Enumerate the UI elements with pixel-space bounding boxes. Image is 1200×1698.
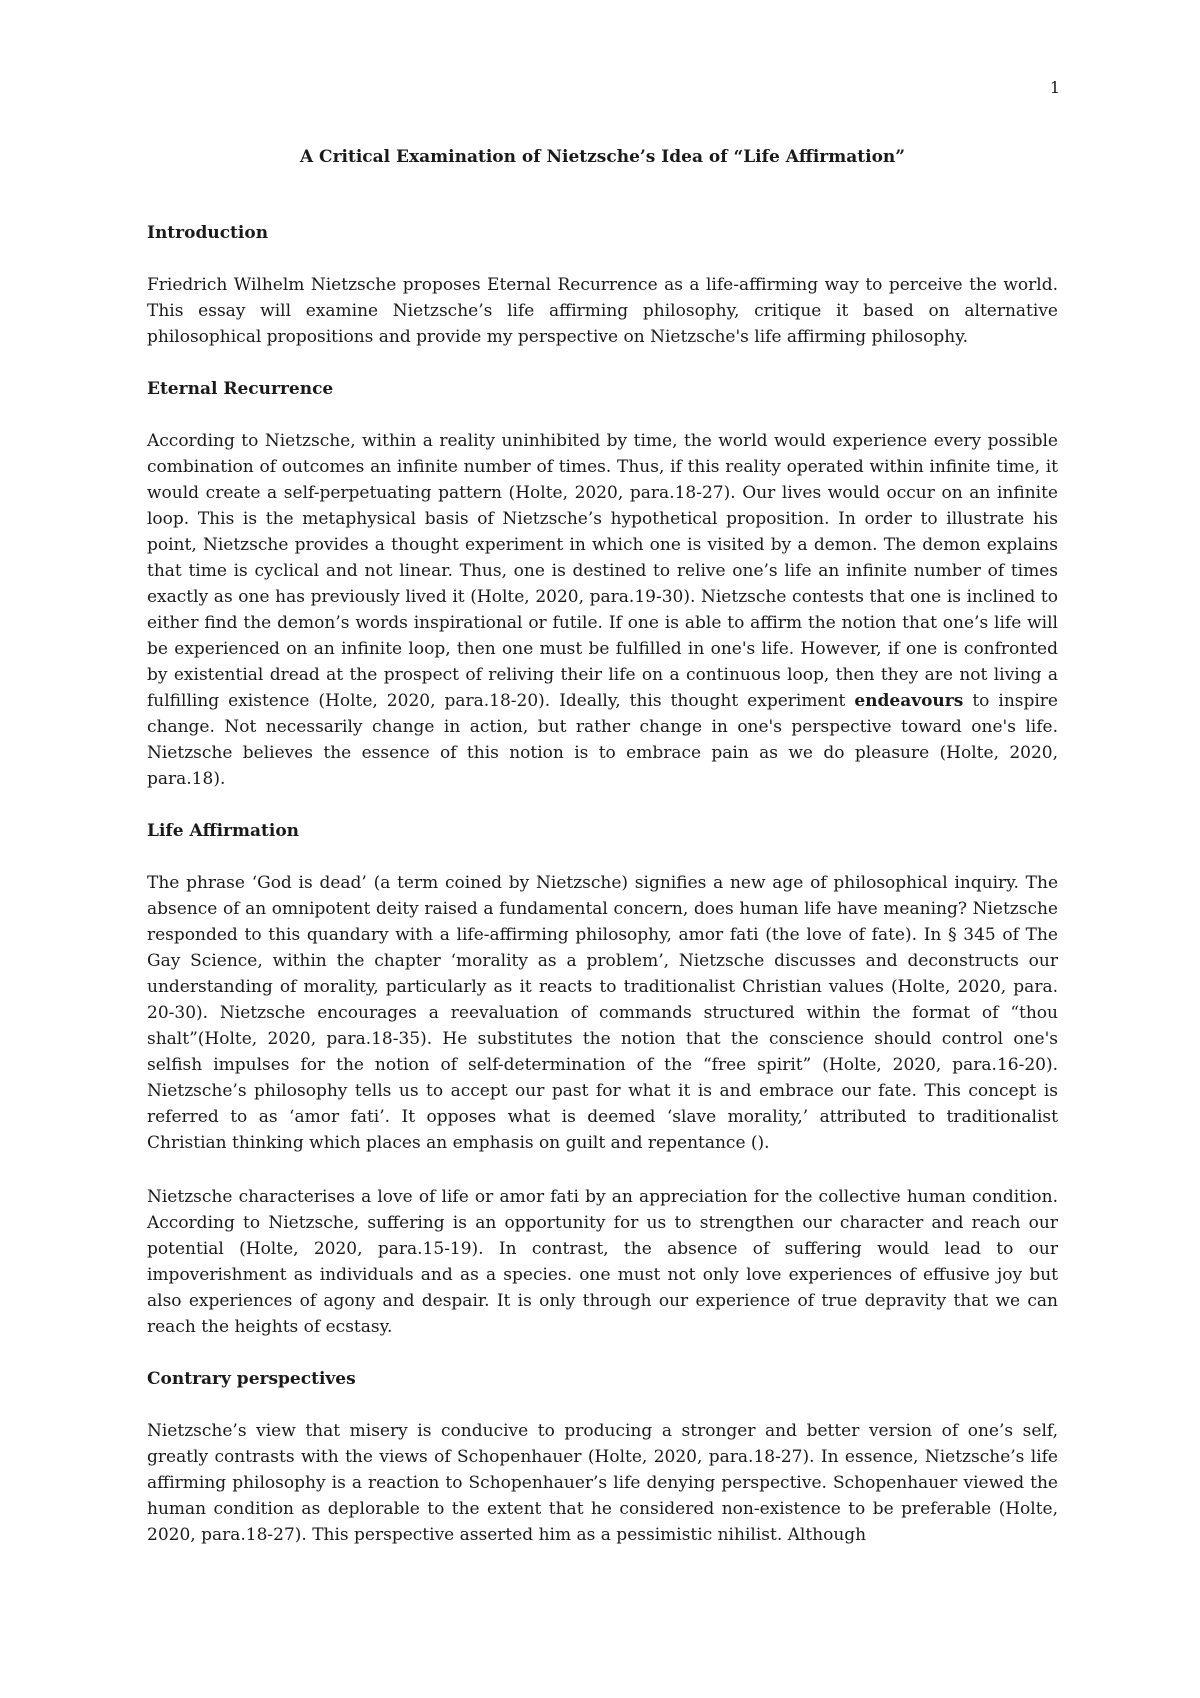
paragraph-eternal-recurrence-part-b: to inspire change. Not necessarily change in action, but rather change in one's perspective toward one's life. Nietzsche believes the essence of this notion is to embrace pain as we do pleasure (Holte, 2020, para.18). xyxy=(147,691,1058,789)
paragraph-life-affirmation-2: Nietzsche characterises a love of life or amor fati by an appreciation for the collective human condition. According to Nietzsche, suffering is an opportunity for us to strengthen our character and reach our potential (Holte, 2020, para.15-19). In contrast, the absence of suffering would lead to our impoverishment as individuals and as a species. one must not only love experiences of effusive joy but also experiences of agony and despair. It is only through our experience of true depravity that we can reach the heights of ecstasy. xyxy=(147,1187,1058,1337)
heading-life-affirmation: Life Affirmation xyxy=(147,821,300,841)
document-title: A Critical Examination of Nietzsche’s Idea of “Life Affirmation” xyxy=(299,147,906,167)
page-number: 1 xyxy=(1049,78,1060,97)
heading-eternal-recurrence: Eternal Recurrence xyxy=(147,379,334,399)
heading-introduction: Introduction xyxy=(147,223,269,243)
paragraph-life-affirmation-1: The phrase ‘God is dead’ (a term coined by Nietzsche) signifies a new age of philosophical inquiry. The absence of an omnipotent deity raised a fundamental concern, does human life have meaning? Nietzsche responded to this quandary with a life-affirming philosophy, amor fati (the love of fate). In § 345 of The Gay Science, within the chapter ‘morality as a problem’, Nietzsche discusses and deconstructs our understanding of morality, particularly as it reacts to traditionalist Christian values (Holte, 2020, para. 20-30). Nietzsche encourages a reevaluation of commands structured within the format of “thou shalt”(Holte, 2020, para.18-35). He substitutes the notion that the conscience should control one's selfish impulses for the notion of self-determination of the “free spirit” (Holte, 2020, para.16-20). Nietzsche’s philosophy tells us to accept our past for what it is and embrace our fate. This concept is referred to as ‘amor fati’. It opposes what is deemed ‘slave morality,’ attributed to traditionalist Christian thinking which places an emphasis on guilt and repentance (). xyxy=(147,873,1058,1153)
paragraph-contrary-perspectives: Nietzsche’s view that misery is conducive to producing a stronger and better version of one’s self, greatly contrasts with the views of Schopenhauer (Holte, 2020, para.18-27). In essence, Nietzsche’s life affirming philosophy is a reaction to Schopenhauer’s life denying perspective. Schopenhauer viewed the human condition as deplorable to the extent that he considered non-existence to be preferable (Holte, 2020, para.18-27). This perspective asserted him as a pessimistic nihilist. Although xyxy=(147,1421,1058,1545)
paragraph-eternal-recurrence-part-a: According to Nietzsche, within a reality uninhibited by time, the world would experience every possible combination of outcomes an infinite number of times. Thus, if this reality operated within infinite time, it would create a self-perpetuating pattern (Holte, 2020, para.18-27). Our lives would occur on an infinite loop. This is the metaphysical basis of Nietzsche’s hypothetical proposition. In order to illustrate his point, Nietzsche provides a thought experiment in which one is visited by a demon. The demon explains that time is cyclical and not linear. Thus, one is destined to relive one’s life an infinite number of times exactly as one has previously lived it (Holte, 2020, para.19-30). Nietzsche contests that one is inclined to either find the demon’s words inspirational or futile. If one is able to affirm the notion that one’s life will be experienced on an infinite loop, then one must be fulfilled in one's life. However, if one is confronted by existential dread at the prospect of reliving their life on a continuous loop, then they are not living a fulfilling existence (Holte, 2020, para.18-20). Ideally, this thought experiment xyxy=(147,431,1058,711)
document-body xyxy=(147,146,1058,1576)
heading-contrary-perspectives: Contrary perspectives xyxy=(147,1369,356,1389)
paragraph-introduction: Friedrich Wilhelm Nietzsche proposes Eternal Recurrence as a life-affirming way to perceive the world. This essay will examine Nietzsche’s life affirming philosophy, critique it based on alternative philosophical propositions and provide my perspective on Nietzsche's life affirming philosophy. xyxy=(147,275,1058,347)
paragraph-eternal-recurrence xyxy=(147,428,1058,792)
bold-word-endeavours: endeavours xyxy=(854,691,964,711)
